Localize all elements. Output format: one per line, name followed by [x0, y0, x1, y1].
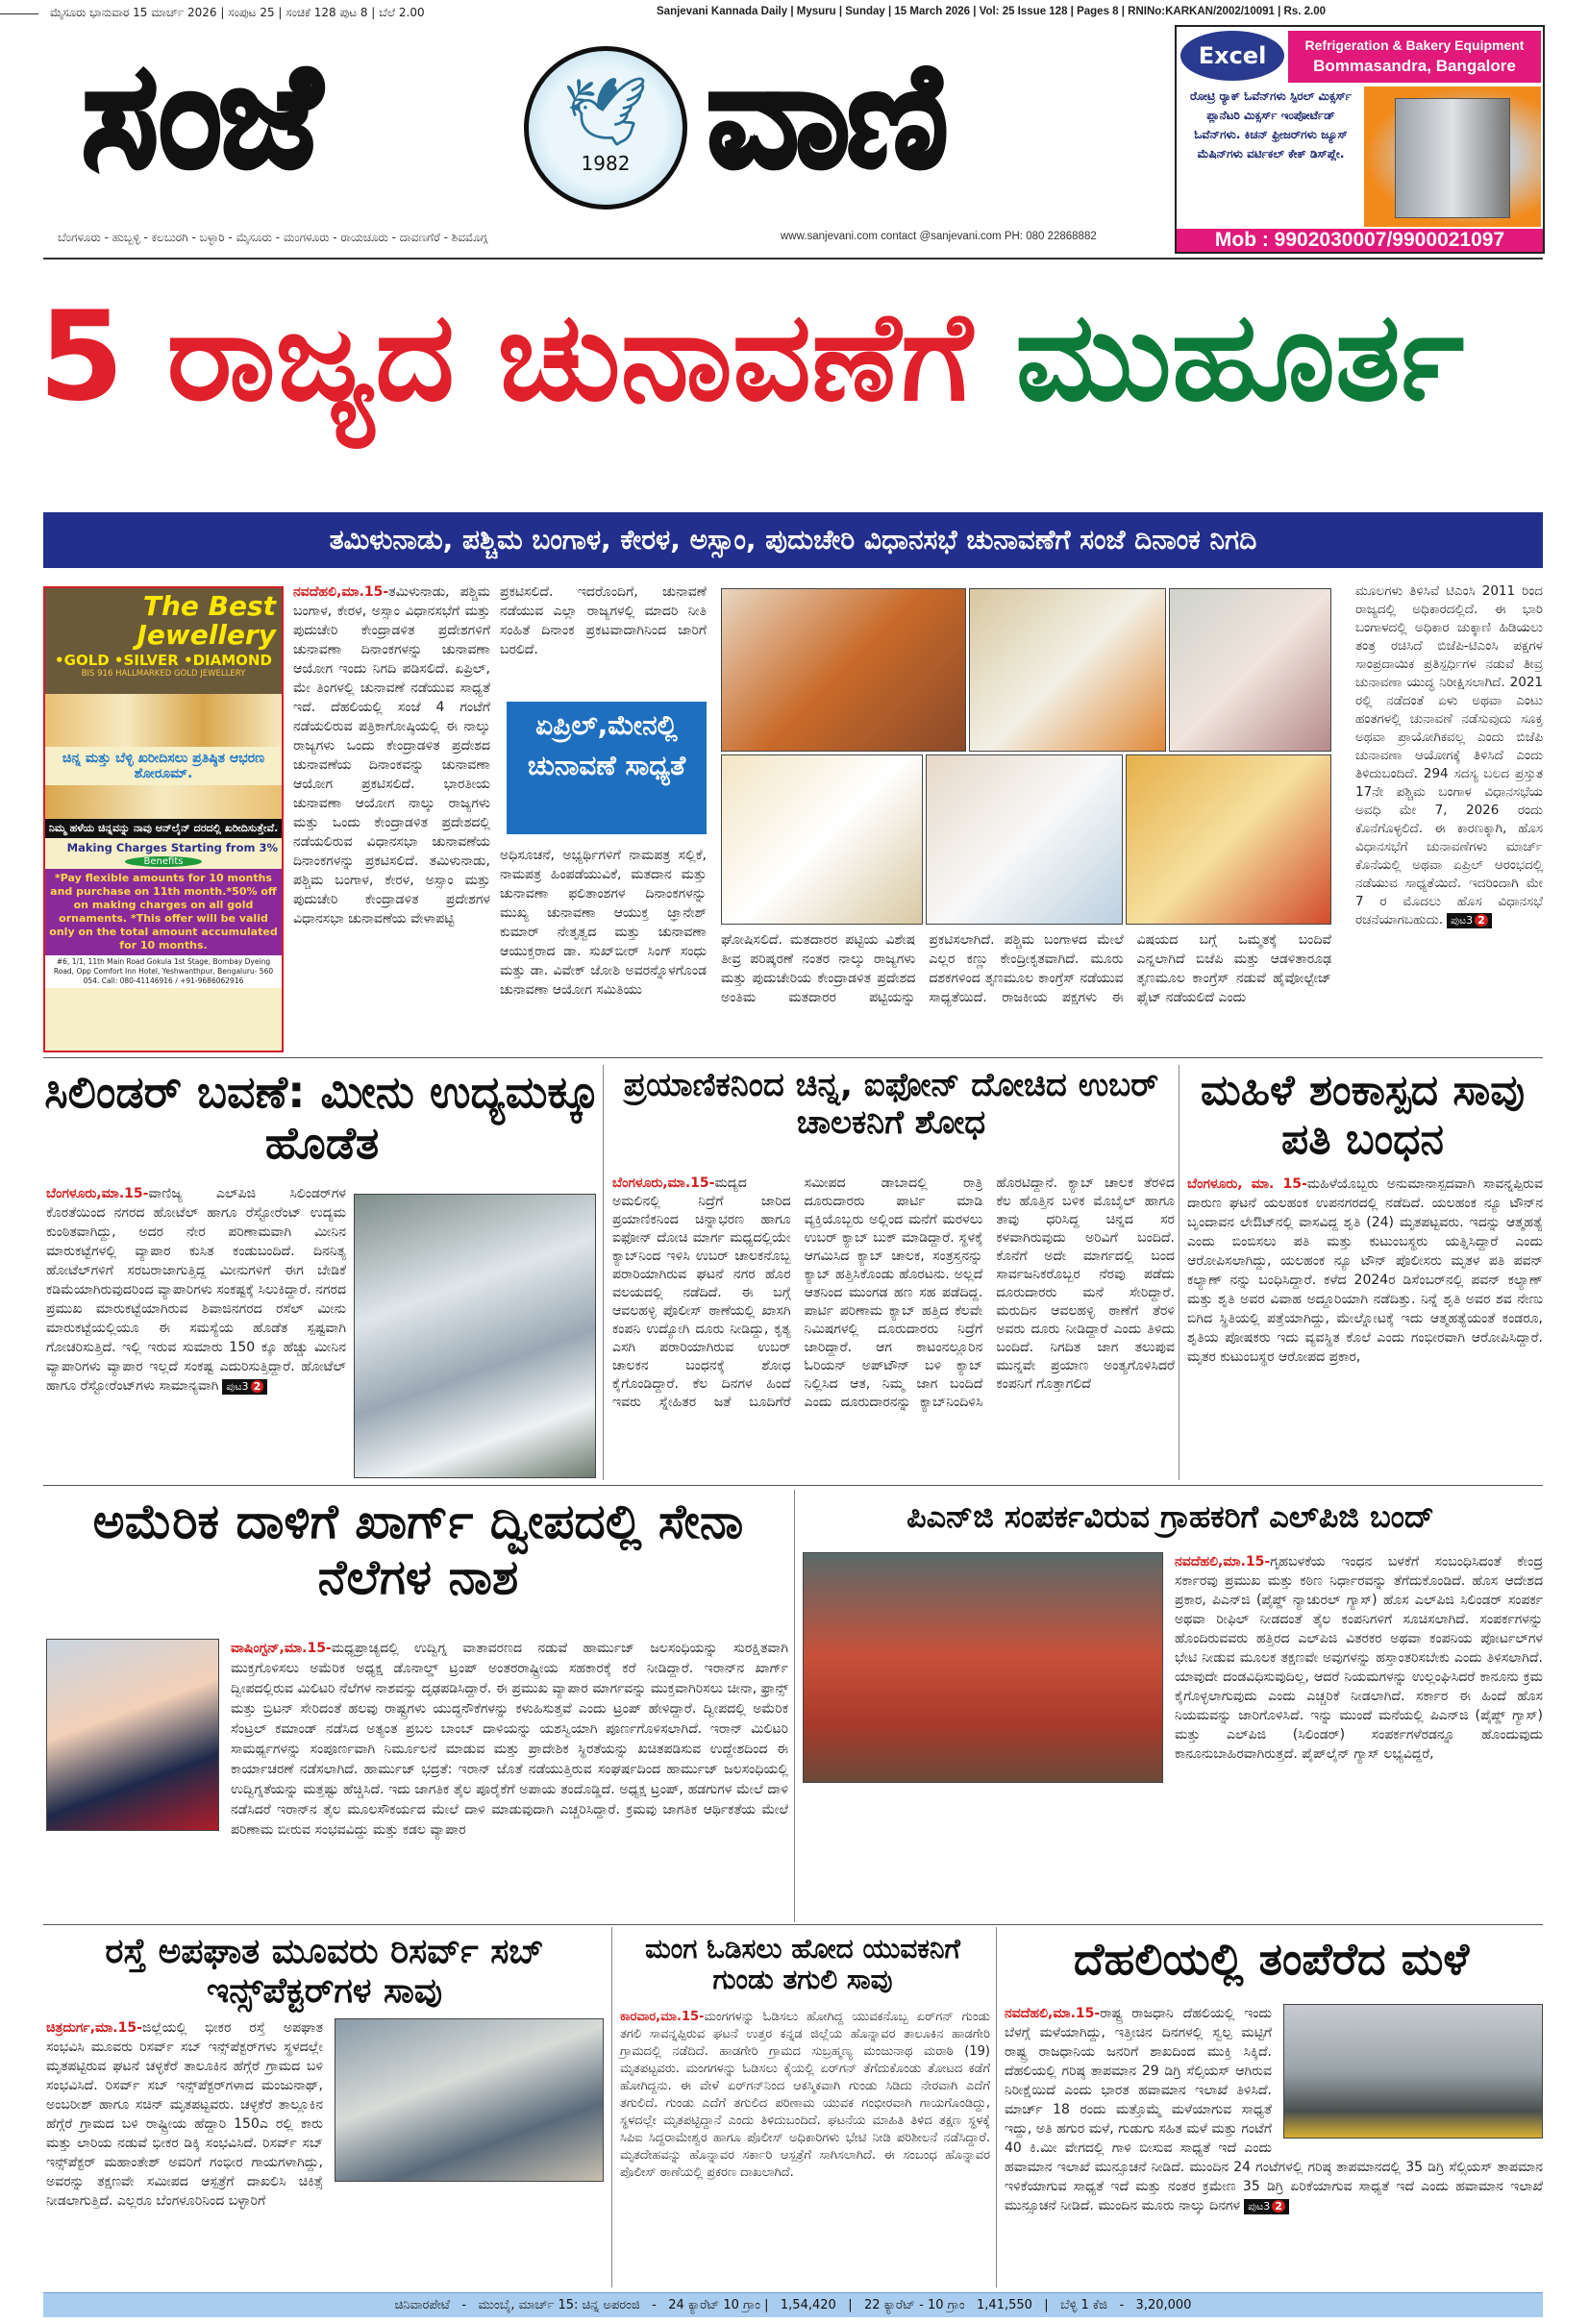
excel-ad-mobile: Mob : 9902030007/9900021097 — [1177, 229, 1543, 252]
section-divider — [43, 1924, 1543, 1925]
article-headline-accident: ರಸ್ತೆ ಅಪಘಾತ ಮೂವರು ರಿಸರ್ವ್ ಸಬ್ ಇನ್ಸ್‌ಪೆಕ್ಟರ್‌ಗಳ ಸಾವು — [105, 1932, 544, 2012]
continued-marker[interactable]: ಪುಟ3 2 — [222, 1379, 267, 1395]
editions-list: ಬೆಂಗಳೂರು - ಹುಬ್ಬಳ್ಳಿ - ಕಲಬುರಗಿ - ಬಳ್ಳಾರಿ - ಮೈಸೂರು - ಮಂಗಳೂರು - ರಾಯಚೂರು - ದಾವಣಗೆರೆ - ಶಿವಮೊಗ್ಗ — [58, 231, 488, 244]
article-body-woman-death: ಬೆಂಗಳೂರು, ಮಾ. 15-ಮಹಿಳೆಯೊಬ್ಬರು ಅನುಮಾನಾಸ್ಪದವಾಗಿ ಸಾವನ್ನಪ್ಪಿರುವ ದಾರುಣ ಘಟನೆ ಯಲಹಂಕ ಉಪನಗರದಲ್ಲಿ ನಡೆದಿದೆ. ಯಲಹಂಕ ನ್ಯೂ ಟೌನ್‌ನ ಬೃಂದಾವನ ಲೇಔಟ್‌ನಲ್ಲಿ ವಾಸವಿದ್ದ ಶೃತಿ (24) ಮೃತಪಟ್ಟವರು. ಇದನ್ನು ಆತ್ಮಹತ್ಯೆ ಎಂದು ಬಿಂಬಿಸಲು ಪತಿ ಮತ್ತು ಕುಟುಂಬಸ್ಥರು ಯತ್ನಿಸಿದ್ದಾರೆ ಎಂದು ಆರೋಪಿಸಲಾಗಿದ್ದು, ಯಲಹಂಕ ನ್ಯೂ ಟೌನ್ ಪೊಲೀಸರು ಮೃತಳ ಪತಿ ಪವನ್ ಕಲ್ಯಾಣ್ ನನ್ನು ಬಂಧಿಸಿದ್ದಾರೆ. ಕಳೆದ 2024ರ ಡಿಸೆಂಬರ್‌ನಲ್ಲಿ ಪವನ್ ಕಲ್ಯಾಣ್ ಮತ್ತು ಶೃತಿ ಅವರ ವಿವಾಹ ಅದ್ದೂರಿಯಾಗಿ ನಡೆದಿತ್ತು. ನಿನ್ನೆ ಶೃತಿ ಅವರ ಶವ ನೇಣು ಬಿಗಿದ ಸ್ಥಿತಿಯಲ್ಲಿ ಪತ್ತೆಯಾಗಿದ್ದು, ಮೇಲ್ನೋಟಕ್ಕೆ ಇದು ಆತ್ಮಹತ್ಯೆಯಂತೆ ಕಂಡರೂ, ಶೃತಿಯ ಪೋಷಕರು ಇದು ವ್ಯವಸ್ಥಿತ ಕೊಲೆ ಎಂದು ಗಂಭೀರವಾಗಿ ಆರೋಪಿಸಿದ್ದಾರೆ. ಮೃತರ ಕುಟುಂಬಸ್ಥರ ಆರೋಪದ ಪ್ರಕಾರ, — [1187, 1176, 1543, 1365]
jewellery-buyback: ನಿಮ್ಮ ಹಳೆಯ ಚಿನ್ನವನ್ನು ನಾವು ಆನ್‌ಲೈನ್ ದರದಲ್ಲಿ ಖರೀದಿಸುತ್ತೇವೆ. — [45, 819, 282, 838]
article-headline-fish: ಸಿಲಿಂಡರ್ ಬವಣೆ: ಮೀನು ಉದ್ಯಮಕ್ಕೂ ಹೊಡೆತ — [44, 1066, 600, 1169]
column-rule — [996, 1927, 997, 2287]
article-headline-monkey: ಮಂಗ ಓಡಿಸಲು ಹೋದ ಯುವಕನಿಗೆ ಗುಂಡು ತಗುಲಿ ಸಾವು — [645, 1933, 960, 1996]
excel-ad-products: ರೋಟ್ರಿ ರ್‍ಯಾಕ್ ಓವೆನ್‌ಗಳು ಸ್ಪಿರಲ್ ಮಿಕ್ಸರ್ಸ್ ಪ್ಲಾನೆಟರಿ ಮಿಕ್ಸರ್ಸ್ ಇಂಪೋರ್ಟೆಡ್ ಓವೆನ್‌ಗಳು. ಕಿಚನ್ ಫ್ರೀಜರ್‌ಗಳು ಜ್ಯೂಸ್ ಮೆಷಿನ್‌ಗಳು ವರ್ಟಿಕಲ್ ಕೇಕ್ ಡಿಸ್‌ಪ್ಲೇ. — [1190, 89, 1352, 161]
ticker-city: ಮುಂಬೈ, ಮಾರ್ಚ್ 15: ಚಿನ್ನ ಅಪರಂಜಿ — [478, 2298, 640, 2312]
article-headline-kharg: ಅಮೆರಿಕ ದಾಳಿಗೆ ಖಾರ್ಗ್ ದ್ವೀಪದಲ್ಲಿ ಸೇನಾ ನೆಲೆಗಳ ನಾಶ — [92, 1494, 744, 1605]
kannada-dateline: ಮೈಸೂರು ಭಾನುವಾರ 15 ಮಾರ್ಚ್ 2026 | ಸಂಪುಟ 25 | ಸಂಚಿಕೆ 128 ಪುಟ 8 | ಬೆಲೆ 2.00 — [50, 6, 425, 19]
benefits-badge: Benefits — [125, 856, 202, 867]
masthead-word-vani: ವಾಣಿ — [707, 31, 945, 200]
founded-year: 1982 — [581, 152, 631, 175]
article-body-lpg: ನವದೆಹಲಿ,ಮಾ.15-ಗೃಹಬಳಕೆಯ ಇಂಧನ ಬಳಕೆಗೆ ಸಂಬಂಧಿಸಿದಂತೆ ಕೇಂದ್ರ ಸರ್ಕಾರವು ಪ್ರಮುಖ ಮತ್ತು ಕಠಿಣ ನಿರ್ಧಾರವನ್ನು ತೆಗೆದುಕೊಂಡಿದೆ. ಹೊಸ ಆದೇಶದ ಪ್ರಕಾರ, ಪಿಎನ್‌ಜಿ (ಪೈಪ್ಡ್ ನ್ಯಾಚುರಲ್ ಗ್ಯಾಸ್) ಹೊಸ ಎಲ್‌ಪಿಜಿ ಸಿಲಿಂಡರ್ ಸಂಪರ್ಕ ಅಥವಾ ರೀಫಿಲ್ ನೀಡದಂತೆ ತೈಲ ಕಂಪನಿಗಳಿಗೆ ಸೂಚಿಸಲಾಗಿದೆ. ಸಂಪರ್ಕಗಳನ್ನು ಹೊಂದಿರುವವರು ಹತ್ತಿರದ ಎಲ್‌ಪಿಜಿ ವಿತರಕರ ಅಥವಾ ಕಂಪನಿಯ ಪೋರ್ಟಲ್‌ಗಳ ಭೇಟಿ ನೀಡುವ ಮೂಲಕ ತಕ್ಷಣವೇ ಅವುಗಳನ್ನು ಹಸ್ತಾಂತರಿಸಬೇಕು ಎಂದು ತಿಳಿಸಲಾಗಿದೆ. ಯಾವುದೇ ದಂಡವಿಧಿಸುವುದಿಲ್ಲ, ಆದರೆ ನಿಯಮಗಳನ್ನು ಉಲ್ಲಂಘಿಸಿದರೆ ಕಾನೂನು ಕ್ರಮ ಕೈಗೊಳ್ಳಲಾಗುವುದು ಎಂದು ಎಚ್ಚರಿಕೆ ನೀಡಲಾಗಿದೆ. ಸರ್ಕಾರ ಈ ಹಿಂದೆ ಹೊಸ ನಿಯಮವನ್ನು ಜಾರಿಗೊಳಿಸಿದೆ. ಇನ್ನು ಮುಂದೆ ಮನೆಯಲ್ಲಿ ಪಿಎನ್‌ಜಿ (ಪೈಪ್ಡ್ ಗ್ಯಾಸ್) ಮತ್ತು ಎಲ್‌ಪಿಜಿ (ಸಿಲಿಂಡರ್) ಸಂಪರ್ಕಗಳೆರಡನ್ನೂ ಹೊಂದುವುದು ಕಾನೂನುಬಾಹಿರವಾಗಿರುತ್ತದೆ. ಪೈಪ್‌ಲೈನ್ ಗ್ಯಾಸ್ ಲಭ್ಯವಿದ್ದರೆ, — [803, 1552, 1543, 1787]
lead-subheadline: ತಮಿಳುನಾಡು, ಪಶ್ಚಿಮ ಬಂಗಾಳ, ಕೇರಳ, ಅಸ್ಸಾಂ, ಪುದುಚೇರಿ ವಿಧಾನಸಭೆ ಚುನಾವಣೆಗೆ ಸಂಜೆ ದಿನಾಂಕ ನಿಗದಿ — [43, 512, 1543, 568]
lead-headline-red: 5 ರಾಜ್ಯದ ಚುನಾವಣೆಗೆ — [38, 285, 973, 429]
masthead-divider — [43, 258, 1543, 260]
masthead-dove-emblem — [524, 46, 687, 210]
strip-rule — [0, 13, 38, 14]
column-rule — [794, 1490, 795, 1922]
lead-article-col1 — [293, 582, 490, 928]
lead-body-2a: ಪ್ರಕಟಿಸಲಿದೆ. ಇದರೊಂದಿಗೆ, ಚುನಾವಣೆ ನಡೆಯುವ ಎಲ್ಲಾ ರಾಜ್ಯಗಳಲ್ಲಿ ಮಾದರಿ ನೀತಿ ಸಂಹಿತೆ ದಿನಾಂಕ ಪ್ರಕಟವಾದಾಗಿನಿಂದ ಜಾರಿಗೆ ಬರಲಿದೆ. — [500, 584, 707, 657]
ticker-silver-price: 3,20,000 — [1135, 2298, 1192, 2312]
photo-leader-5 — [926, 754, 1123, 925]
photo-leader-6 — [1126, 754, 1331, 925]
ticker-22k-price: 1,41,550 — [977, 2298, 1032, 2312]
lead-body-2b: ಅಧಿಸೂಚನೆ, ಅಭ್ಯರ್ಥಿಗಳಿಗೆ ನಾಮಪತ್ರ ಸಲ್ಲಿಕೆ, ನಾಮಪತ್ರ ಹಿಂಪಡೆಯುವಿಕೆ, ಮತದಾನ ಮತ್ತು ಚುನಾವಣಾ ಫಲಿತಾಂಶಗಳ ದಿನಾಂಕಗಳನ್ನು ಮುಖ್ಯ ಚುನಾವಣಾ ಆಯುಕ್ತ ಜ್ಞಾನೇಶ್ ಕುಮಾರ್ ನೇತೃತ್ವದ ಮತ್ತು ಚುನಾವಣಾ ಆಯುಕ್ತರಾದ ಡಾ. ಸುಖ್‌ಬೀರ್ ಸಿಂಗ್ ಸಂಧು ಮತ್ತು ಡಾ. ವಿವೇಕ್ ಜೋಶಿ ಅವರನ್ನೊಳಗೊಂಡ ಚುನಾವಣಾ ಆಯೋಗ ಸಮಿತಿಯು — [500, 848, 707, 998]
jewellery-metals: •GOLD •SILVER •DIAMOND — [55, 652, 272, 669]
lead-body-right-text: ಮೂಲಗಳು ತಿಳಿಸಿವೆ ಟಿಎಂಸಿ 2011 ರಿಂದ ರಾಜ್ಯದಲ್ಲಿ ಅಧಿಕಾರದಲ್ಲಿದೆ. ಈ ಭಾರಿ ಬಂಗಾಳದಲ್ಲಿ ಅಧಿಕಾರ ಚುಕ್ಕಾಣಿ ಹಿಡಿಯಲು ತಂತ್ರ ರಚಿಸಿದೆ ಬಿಜೆಪಿ-ಟಿಎಂಸಿ ಪಕ್ಷಗಳ ಸಾಂಪ್ರದಾಯಿಕ ಪ್ರತಿಸ್ಪರ್ಧಿಗಳ ನಡುವೆ ತೀವ್ರ ಚುನಾವಣಾ ಯುದ್ಧ ನಿರೀಕ್ಷಿಸಲಾಗಿದೆ. 2021 ರಲ್ಲಿ ನಡೆದಂತೆ ಏಳು ಅಥವಾ ಎಂಟು ಹಂತಗಳಲ್ಲಿ ಚುನಾವಣೆ ನಡೆಸುವುದು ಸೂಕ್ತ ಅಥವಾ ಪ್ರಾಯೋಗಿಕವಲ್ಲ ಎಂದು ಬಿಜೆಪಿ ಚುನಾವಣಾ ಆಯೋಗಕ್ಕೆ ತಿಳಿಸಿದೆ ಎಂದು ತಿಳಿದುಬಂದಿದೆ. 294 ಸದಸ್ಯ ಬಲದ ಪ್ರಸ್ತುತ 17ನೇ ಪಶ್ಚಿಮ ಬಂಗಾಳ ವಿಧಾನಸಭೆಯ ಅವಧಿ ಮೇ 7, 2026 ರಂದು ಕೊನೆಗೊಳ್ಳಲಿದೆ. ಈ ಕಾರಣಕ್ಕಾಗಿ, ಹೊಸ ವಿಧಾನಸಭೆಗೆ ಚುನಾವಣೆಗಳು ಮಾರ್ಚ್ ಕೊನೆಯಲ್ಲಿ ಅಥವಾ ಏಪ್ರಿಲ್ ಆರಂಭದಲ್ಲಿ ನಡೆಯುವ ಸಾಧ್ಯತೆಯಿದೆ. ಇದರಿಂದಾಗಿ ಮೇ 7 ರ ಮೊದಲು ಹೊಸ ವಿಧಾನಸಭೆ ರಚನೆಯಾಗಬಹುದು. — [1355, 583, 1543, 927]
excel-logo: Excel — [1180, 31, 1284, 81]
lead-body-1: ತಮಿಳುನಾಡು, ಪಶ್ಚಿಮ ಬಂಗಾಳ, ಕೇರಳ, ಅಸ್ಸಾಂ ವಿಧಾನಸಭೆಗೆ ಮತ್ತು ಪುದುಚೇರಿ ಕೇಂದ್ರಾಡಳಿತ ಪ್ರದೇಶಗಳಿಗೆ ಚುನಾವಣಾ ದಿನಾಂಕಗಳನ್ನು ಚುನಾವಣಾ ಆಯೋಗ ಇಂದು ನಿಗದಿ ಪಡಿಸಲಿದೆ. ಏಪ್ರಿಲ್, ಮೇ ತಿಂಗಳಲ್ಲಿ ಚುನಾವಣೆ ನಡೆಯುವ ಸಾಧ್ಯತೆ ಇದೆ. ದೆಹಲಿಯಲ್ಲಿ ಸಂಜೆ 4 ಗಂಟೆಗೆ ನಡೆಯಲಿರುವ ಪತ್ರಿಕಾಗೋಷ್ಠಿಯಲ್ಲಿ ಈ ನಾಲ್ಕು ರಾಜ್ಯಗಳು ಒಂದು ಕೇಂದ್ರಾಡಳಿತ ಪ್ರದೇಶದ ಚುನಾವಣೆಯ ದಿನಾಂಕವನ್ನು ಚುನಾವಣಾ ಆಯೋಗ ಪ್ರಕಟಿಸಲಿದೆ. ಭಾರತೀಯ ಚುನಾವಣಾ ಆಯೋಗ ನಾಲ್ಕು ರಾಜ್ಯಗಳು ಮತ್ತು ಒಂದು ಕೇಂದ್ರಾಡಳಿತ ಪ್ರದೇಶದಲ್ಲಿ ನಡೆಯಲಿರುವ ವಿಧಾನಸಭಾ ಚುನಾವಣೆಯ ದಿನಾಂಕಗಳನ್ನು ಪ್ರಕಟಿಸಲಿದೆ. ತಮಿಳುನಾಡು, ಪಶ್ಚಿಮ ಬಂಗಾಳ, ಕೇರಳ, ಅಸ್ಸಾಂ ಮತ್ತು ಪುದುಚೇರಿ ಕೇಂದ್ರಾಡಳಿತ ಪ್ರದೇಶಗಳ ವಿಧಾನಸಭಾ ಚುನಾವಣೆಯ ವೇಳಾಪಟ್ಟಿ — [293, 584, 490, 927]
ticker-24k-price: 1,54,420 — [780, 2298, 836, 2312]
lead-dateline: ನವದೆಹಲಿ,ಮಾ.15- — [293, 584, 389, 600]
section-divider — [43, 1485, 1543, 1486]
gold-rate-ticker: ಚಿನಿವಾರಪೇಟೆ - ಮುಂಬೈ, ಮಾರ್ಚ್ 15: ಚಿನ್ನ ಅಪರಂಜಿ - 24 ಕ್ಯಾರೆಟ್ 10 ಗ್ರಾಂ | 1,54,420 | 22 ಕ್ಯಾರೆಟ್ - 10 ಗ್ರಾಂ 1,41,550 | ಬೆಳ್ಳಿ 1 ಕೆಜಿ - 3,20,000 — [43, 2292, 1543, 2317]
jewellery-tagline: ಚಿನ್ನ ಮತ್ತು ಬೆಳ್ಳಿ ಖರೀದಿಸಲು ಪ್ರತಿಷ್ಠಿತ ಆಭರಣ ಶೋರೂಮ್. — [62, 751, 265, 781]
ticker-silver: ಬೆಳ್ಳಿ 1 ಕೆಜಿ — [1060, 2298, 1108, 2312]
excel-advertisement[interactable] — [1175, 25, 1545, 254]
ticker-24k: 24 ಕ್ಯಾರೆಟ್ 10 ಗ್ರಾಂ — [668, 2298, 760, 2312]
english-dateline: Sanjevani Kannada Daily | Mysuru | Sunday | 15 March 2026 | Vol: 25 Issue 128 | Pages 8 | RNINo:KARKAN/2002/10091 | Rs. 2.00 — [657, 6, 1326, 17]
dove-icon: 🕊 — [562, 72, 649, 151]
masthead-word-sanje: ಸಂಜೆ — [82, 31, 317, 200]
jewellery-title: The Best Jewellery — [137, 590, 276, 651]
jewellery-offer: *Pay flexible amounts for 10 months and purchase on 11th month.*50% off on making charges on all gold ornaments. *This offer will be valid only on the total amount accumulated for 10 months. — [45, 869, 282, 955]
article-body-accident: ಚಿತ್ರದುರ್ಗ,ಮಾ.15-ಜಿಲ್ಲೆಯಲ್ಲಿ ಭೀಕರ ರಸ್ತೆ ಅಪಘಾತ ಸಂಭವಿಸಿ ಮೂವರು ರಿಸರ್ವ್ ಸಬ್ ಇನ್ಸ್‌ಪೆಕ್ಟರ್‌ಗಳು ಸ್ಥಳದಲ್ಲೇ ಮೃತಪಟ್ಟಿರುವ ಘಟನೆ ಚಳ್ಳಕೆರೆ ತಾಲೂಕಿನ ಹೆಗ್ಗೆರೆ ಗ್ರಾಮದ ಬಳಿ ಸಂಭವಿಸಿದೆ. ರಿಸರ್ವ್ ಸಬ್ ಇನ್ಸ್‌ಪೆಕ್ಟರ್‌ಗಳಾದ ಮಂಜುನಾಥ್, ಅಂಬರೀಶ್ ಹಾಗೂ ಸಚಿನ್ ಮೃತಪಟ್ಟವರು. ಚಳ್ಳಕೆರೆ ತಾಲ್ಲೂಕಿನ ಹೆಗ್ಗೆರೆ ಗ್ರಾಮದ ಬಳಿ ರಾಷ್ಟ್ರೀಯ ಹೆದ್ದಾರಿ 150ಎ ರಲ್ಲಿ ಕಾರು ಮತ್ತು ಲಾರಿಯ ನಡುವೆ ಭೀಕರ ಡಿಕ್ಕಿ ಸಂಭವಿಸಿದೆ. ರಿಸರ್ವ್ ಸಬ್ ಇನ್ಸ್‌ಪೆಕ್ಟರ್ ಮಹಾಂತೇಶ್ ಅವರಿಗೆ ಗಂಭೀರ ಗಾಯಗಳಾಗಿದ್ದು, ಅವರನ್ನು ತಕ್ಷಣವೇ ಸಮೀಪದ ಆಸ್ಪತ್ರೆಗೆ ದಾಖಲಿಸಿ ಚಿಕಿತ್ಸೆ ನೀಡಲಾಗುತ್ತಿದೆ. ಎಲ್ಲರೂ ಬೆಂಗಳೂರಿನಿಂದ ಬಳ್ಳಾರಿಗೆ — [46, 2018, 604, 2211]
lead-headline-green: ಮುಹೂರ್ತ — [1015, 285, 1465, 429]
ticker-label: ಚಿನಿವಾರಪೇಟೆ — [394, 2298, 450, 2312]
continued-marker[interactable]: ಪುಟ3 2 — [1244, 2199, 1289, 2214]
hallmark-text: BIS 916 HALLMARKED GOLD JEWELLERY — [81, 669, 246, 679]
oven-photo — [1364, 87, 1541, 227]
lead-highlight-box: ಏಪ್ರಿಲ್,ಮೇನಲ್ಲಿ ಚುನಾವಣೆ ಸಾಧ್ಯತೆ — [507, 702, 707, 834]
excel-ad-location: Bommasandra, Bangalore — [1313, 57, 1516, 75]
column-rule — [611, 1927, 612, 2287]
article-body-fish: ಬೆಂಗಳೂರು,ಮಾ.15-ವಾಣಿಜ್ಯ ಎಲ್‌ಪಿಜಿ ಸಿಲಿಂಡರ್‌ಗಳ ಕೊರತೆಯಿಂದ ನಗರದ ಹೋಟೆಲ್ ಹಾಗೂ ರೆಸ್ಟೋರೆಂಟ್ ಉದ್ಯಮ ಕುಂಠಿತವಾಗಿದ್ದು, ಅದರ ನೇರ ಪರಿಣಾಮವಾಗಿ ಮೀನಿನ ಮಾರುಕಟ್ಟೆಗಳಲ್ಲಿ ವ್ಯಾಪಾರ ಕುಸಿತ ಕಂಡುಬಂದಿದೆ. ದಿನನಿತ್ಯ ಹೋಟೆಲ್‌ಗಳಿಗೆ ಸರಬರಾಜಾಗುತ್ತಿದ್ದ ಮೀನುಗಳಿಗೆ ಈಗ ಬೇಡಿಕೆ ಕಡಿಮೆಯಾಗಿರುವುದರಿಂದ ವ್ಯಾಪಾರಿಗಳು ಸಂಕಷ್ಟಕ್ಕೆ ಸಿಲುಕಿದ್ದಾರೆ. ನಗರದ ಪ್ರಮುಖ ಮಾರುಕಟ್ಟೆಯಾಗಿರುವ ಶಿವಾಜಿನಗರದ ರಸೆಲ್ ಮೀನು ಮಾರುಕಟ್ಟೆಯಲ್ಲಿಯೂ ಈ ಸಮಸ್ಯೆಯ ಹೊಡೆತ ಸ್ಪಷ್ಟವಾಗಿ ಗೋಚರಿಸುತ್ತಿದೆ. ಇಲ್ಲಿ ಇರುವ ಸುಮಾರು 150 ಕ್ಕೂ ಹೆಚ್ಚು ಮೀನಿನ ವ್ಯಾಪಾರಿಗಳು ವ್ಯಾಪಾರ ಇಲ್ಲದೆ ಸಂಕಷ್ಟ ಎದುರಿಸುತ್ತಿದ್ದಾರೆ. ಹೋಟೆಲ್ ಹಾಗೂ ರೆಸ್ಟೋರೆಂಟ್‌ಗಳು ಸಾಮಾನ್ಯವಾಗಿ ಪುಟ3 2 — [46, 1186, 346, 1394]
article-body-delhi-rain: ನವದೆಹಲಿ,ಮಾ.15-ರಾಷ್ಟ್ರ ರಾಜಧಾನಿ ದೆಹಲಿಯಲ್ಲಿ ಇಂದು ಬೆಳಗ್ಗೆ ಮಳೆಯಾಗಿದ್ದು, ಇತ್ತೀಚಿನ ದಿನಗಳಲ್ಲಿ ಸ್ವಲ್ಪ ಮಟ್ಟಿಗೆ ರಾಷ್ಟ್ರ ರಾಜಧಾನಿಯ ಜನರಿಗೆ ಶಾಖದಿಂದ ಮುಕ್ತಿ ಸಿಕ್ಕಿದೆ. ದೆಹಲಿಯಲ್ಲಿ ಗರಿಷ್ಠ ತಾಪಮಾನ 29 ಡಿಗ್ರಿ ಸೆಲ್ಸಿಯಸ್ ಆಗಿರುವ ನಿರೀಕ್ಷೆಯಿದೆ ಎಂದು ಭಾರತ ಹವಾಮಾನ ಇಲಾಖೆ ತಿಳಿಸಿದೆ. ಮಾರ್ಚ್ 18 ರಂದು ಮತ್ತೊಮ್ಮೆ ಮಳೆಯಾಗುವ ಸಾಧ್ಯತೆ ಇದ್ದು, ಅತಿ ಹಗುರ ಮಳೆ, ಗುಡುಗು ಸಹಿತ ಮಳೆ ಮತ್ತು ಗಂಟೆಗೆ 40 ಕಿ.ಮೀ ವೇಗದಲ್ಲಿ ಗಾಳಿ ಬೀಸುವ ಸಾಧ್ಯತೆ ಇದೆ ಎಂದು ಹವಾಮಾನ ಇಲಾಖೆ ಮುನ್ಸೂಚನೆ ನೀಡಿದೆ. ಮುಂದಿನ 24 ಗಂಟೆಗಳಲ್ಲಿ ಗರಿಷ್ಠ ತಾಪಮಾನದಲ್ಲಿ 35 ಡಿಗ್ರಿ ಸೆಲ್ಸಿಯಸ್ ತಾಪಮಾನ ಇಳಿಕೆಯಾಗುವ ಸಾಧ್ಯತೆ ಇದೆ ಮತ್ತು ನಂತರ ಕ್ರಮೇಣ 35 ಡಿಗ್ರಿ ಏರಿಕೆಯಾಗುವ ಸಾಧ್ಯತೆ ಇದೆ ಎಂದು ಹವಾಮಾನ ಇಲಾಖೆ ಮುನ್ಸೂಚನೆ ನೀಡಿದೆ. ಮುಂದಿನ ಮೂರು ನಾಲ್ಕು ದಿನಗಳ ಪುಟ3 2 — [1005, 2006, 1543, 2213]
jewellery-photo — [45, 694, 282, 747]
article-body-kharg: ವಾಷಿಂಗ್ಟನ್,ಮಾ.15-ಮಧ್ಯಪ್ರಾಚ್ಯದಲ್ಲಿ ಉದ್ವಿಗ್ನ ವಾತಾವರಣದ ನಡುವೆ ಹಾರ್ಮುಜ್ ಜಲಸಂಧಿಯನ್ನು ಸುರಕ್ಷಿತವಾಗಿ ಮುಕ್ತಗೊಳಿಸಲು ಅಮೆರಿಕ ಅಧ್ಯಕ್ಷ ಡೊನಾಲ್ಡ್ ಟ್ರಂಪ್ ಅಂತರರಾಷ್ಟ್ರೀಯ ಸಹಕಾರಕ್ಕೆ ಕರೆ ನೀಡಿದ್ದಾರೆ. ಇರಾನ್‌ನ ಖಾರ್ಗ್ ದ್ವೀಪದಲ್ಲಿರುವ ಮಿಲಿಟರಿ ನೆಲೆಗಳ ನಾಶವನ್ನು ದೃಢಪಡಿಸಿದ್ದಾರೆ. ಈ ಪ್ರಮುಖ ವ್ಯಾಪಾರ ಮಾರ್ಗವನ್ನು ಮುಕ್ತವಾಗಿರಿಸಲು ಚೀನಾ, ಫ್ರಾನ್ಸ್ ಮತ್ತು ಬ್ರಿಟನ್ ಸೇರಿದಂತೆ ಹಲವು ರಾಷ್ಟ್ರಗಳು ಯುದ್ಧನೌಕೆಗಳನ್ನು ಕಳುಹಿಸುತ್ತವೆ ಎಂದು ಟ್ರಂಪ್ ಹೇಳಿದ್ದಾರೆ. ದ್ವೀಪದಲ್ಲಿ ಅಮೆರಿಕ ಸೆಂಟ್ರಲ್ ಕಮಾಂಡ್ ನಡೆಸಿದ ಅತ್ಯಂತ ಪ್ರಬಲ ಬಾಂಬ್ ದಾಳಿಯನ್ನು ಯಶಸ್ವಿಯಾಗಿ ಪೂರ್ಣಗೊಳಿಸಲಾಗಿದೆ. ಇರಾನ್ ಮಿಲಿಟರಿ ಸಾಮರ್ಥ್ಯಗಳನ್ನು ಸಂಪೂರ್ಣವಾಗಿ ನಿರ್ಮೂಲನೆ ಮಾಡುವ ಮತ್ತು ಪ್ರಾದೇಶಿಕ ಸ್ಥಿರತೆಯನ್ನು ಖಚಿತಪಡಿಸುವ ಉದ್ದೇಶದಿಂದ ಈ ಕಾರ್ಯಾಚರಣೆ ನಡೆಸಲಾಗಿದೆ. ಹಾರ್ಮುಜ್ ಭದ್ರತೆ: ಇರಾನ್ ಜೊತೆ ನಡೆಯುತ್ತಿರುವ ಸಂಘರ್ಷದಿಂದ ಹಾರ್ಮುಜ್ ಜಲಸಂಧಿಯಲ್ಲಿ ಉದ್ವಿಗ್ನತೆಯನ್ನು ಮತ್ತಷ್ಟು ಹೆಚ್ಚಿಸಿದೆ. ಇದು ಜಾಗತಿಕ ತೈಲ ಪೂರೈಕೆಗೆ ಅಪಾಯ ತಂದೊಡ್ಡಿದೆ. ಅಧ್ಯಕ್ಷ ಟ್ರಂಪ್, ಹಡಗುಗಳ ಮೇಲೆ ದಾಳಿ ನಡೆಸಿದರೆ ಇರಾನ್‌ನ ತೈಲ ಮೂಲಸೌಕರ್ಯದ ಮೇಲೆ ದಾಳಿ ಮಾಡುವುದಾಗಿ ಎಚ್ಚರಿಸಿದ್ದಾರೆ. ಕ್ರಮವು ಜಾಗತಿಕ ಆರ್ಥಿಕತೆಯ ಮೇಲೆ ಪರಿಣಾಮ ಬೀರುವ ಸಂಭವವಿದ್ದು ಮತ್ತು ಕಡಲ ವ್ಯಾಪಾರ — [46, 1639, 788, 1841]
column-rule — [603, 1065, 604, 1480]
rain-photo — [1283, 2004, 1543, 2139]
article-headline-lpg: ಪಿಎನ್‌ಜಿ ಸಂಪರ್ಕವಿರುವ ಗ್ರಾಹಕರಿಗೆ ಎಲ್‌ಪಿಜಿ ಬಂದ್ — [906, 1498, 1434, 1535]
photo-leader-4 — [721, 754, 923, 925]
accident-photo — [335, 2018, 604, 2182]
making-charges: Making Charges Starting from 3% — [66, 841, 278, 854]
photo-leaders-1 — [721, 588, 966, 752]
contact-info: www.sanjevani.com contact @sanjevani.com PH: 080 22868882 — [781, 231, 1097, 242]
excel-ad-title: Refrigeration & Bakery Equipment — [1304, 37, 1525, 53]
article-body-monkey: ಕಾರವಾರ,ಮಾ.15-ಮಂಗಗಳನ್ನು ಓಡಿಸಲು ಹೋಗಿದ್ದ ಯುವಕನೊಬ್ಬ ಏರ್‌ಗನ್ ಗುಂಡು ತಗಲಿ ಸಾವನ್ನಪ್ಪಿರುವ ಘಟನೆ ಉತ್ತರ ಕನ್ನಡ ಜಿಲ್ಲೆಯ ಹೊನ್ನಾವರ ತಾಲೂಕಿನ ಹಾಡಗೇರಿ ಗ್ರಾಮದಲ್ಲಿ ನಡೆದಿದೆ. ಹಾಡಗೇರಿ ಗ್ರಾಮದ ಸುಬ್ರಹ್ಮಣ್ಯ ಮಂಜುನಾಥ ಮರಾಠಿ (19) ಮೃತಪಟ್ಟವರು. ಮಂಗಗಳನ್ನು ಓಡಿಸಲು ಕೈಯಲ್ಲಿ ಏರ್‌ಗನ್ ತೆಗೆದುಕೊಂಡು ತೋಟದ ಕಡೆಗೆ ಹೋಗಿದ್ದನು. ಈ ವೇಳೆ ಏರ್‌ಗನ್‌ನಿಂದ ಆಕಸ್ಮಿಕವಾಗಿ ಗುಂಡು ಸಿಡಿದು ನೇರವಾಗಿ ಎದೆಗೆ ತಗುಲಿದೆ. ಗುಂಡು ಎದೆಗೆ ತಗುಲಿದ ಪರಿಣಾಮ ಯುವಕ ಗಂಭೀರವಾಗಿ ಗಾಯಗೊಂಡಿದ್ದು, ಸ್ಥಳದಲ್ಲೇ ಮೃತಪಟ್ಟಿದ್ದಾನೆ ಎಂದು ತಿಳಿದುಬಂದಿದೆ. ಘಟನೆಯ ಮಾಹಿತಿ ತಿಳಿದ ತಕ್ಷಣ ಸ್ಥಳಕ್ಕೆ ಸಿಪಿಐ ಸಿದ್ದರಾಮೇಶ್ವರ ಹಾಗೂ ಪೊಲೀಸ್ ಅಧಿಕಾರಿಗಳು ಭೇಟಿ ನೀಡಿ ಪರಿಶೀಲನೆ ನಡೆಸಿದ್ದಾರೆ. ಮೃತದೇಹವನ್ನು ಹೊನ್ನಾವರ ಸರ್ಕಾರಿ ಆಸ್ಪತ್ರೆಗೆ ಸಾಗಿಸಲಾಗಿದೆ. ಈ ಸಂಬಂಧ ಹೊನ್ನಾವರ ಪೊಲೀಸ್ ಠಾಣೆಯಲ್ಲಿ ಪ್ರಕರಣ ದಾಖಲಾಗಿದೆ. — [620, 2010, 990, 2180]
section-divider — [43, 1057, 1543, 1058]
lpg-cylinders-photo — [803, 1552, 1163, 1783]
jewellery-advertisement[interactable] — [43, 586, 284, 1052]
article-headline-delhi-rain: ದೆಹಲಿಯಲ್ಲಿ ತಂಪೆರೆದ ಮಳೆ — [1073, 1933, 1470, 1985]
lead-headline — [38, 284, 1464, 432]
continued-marker[interactable]: ಪುಟ3 2 — [1447, 913, 1492, 928]
ticker-22k: 22 ಕ್ಯಾರೆಟ್ - 10 ಗ್ರಾಂ — [863, 2298, 965, 2312]
fish-photo — [354, 1194, 596, 1478]
jewellery-photo-2 — [45, 785, 282, 819]
jewellery-address: #6, 1/1, 11th Main Road Gokula 1st Stage, Bombay Dyeing Road, Opp Comfort Inn Hotel, Yeshwanthpur, Bengaluru- 560 054. Call: 080-41146916 / +91-9686062916 — [45, 955, 282, 988]
article-headline-uber: ಪ್ರಯಾಣಿಕನಿಂದ ಚಿನ್ನ, ಐಫೋನ್ ದೋಚಿದ ಉಬರ್ ಚಾಲಕನಿಗೆ ಶೋಧ — [623, 1066, 1159, 1143]
photo-leaders-2 — [969, 588, 1166, 752]
article-headline-woman-death: ಮಹಿಳೆ ಶಂಕಾಸ್ಪದ ಸಾವು ಪತಿ ಬಂಧನ — [1200, 1066, 1526, 1164]
lead-body-right — [1355, 582, 1543, 929]
politician-photos — [721, 588, 1331, 925]
lead-body-under-photos: ಘೋಷಿಸಲಿದೆ. ಮತದಾರರ ಪಟ್ಟಿಯ ವಿಶೇಷ ತೀವ್ರ ಪರಿಷ್ಕರಣೆ ನಂತರ ನಾಲ್ಕು ರಾಜ್ಯಗಳು ಮತ್ತು ಪುದುಚೇರಿಯ ಕೇಂದ್ರಾಡಳಿತ ಪ್ರದೇಶದ ಅಂತಿಮ ಮತದಾರರ ಪಟ್ಟಿಯನ್ನು ಪ್ರಕಟಿಸಲಾಗಿದೆ. ಪಶ್ಚಿಮ ಬಂಗಾಳದ ಮೇಲೆ ಎಲ್ಲರ ಕಣ್ಣು ಕೇಂದ್ರೀಕೃತವಾಗಿದೆ. ಮೂರು ದಶಕಗಳಿಂದ ತೃಣಮೂಲ ಕಾಂಗ್ರೆಸ್ ನಡೆಯುವ ಸಾಧ್ಯತೆಯಿದೆ. ರಾಜಕೀಯ ಪಕ್ಷಗಳು ಈ ವಿಷಯದ ಬಗ್ಗೆ ಒಮ್ಮತಕ್ಕೆ ಬಂದಿವೆ ಎನ್ನಲಾಗಿದೆ ಬಿಜೆಪಿ ಮತ್ತು ಆಡಳಿತಾರೂಢ ತೃಣಮೂಲ ಕಾಂಗ್ರೆಸ್ ನಡುವೆ ಹೈವೋಲ್ಟೇಜ್ ಫೈಟ್ ನಡೆಯಲಿದೆ ಎಂದು — [721, 932, 1331, 1005]
trump-photo — [46, 1639, 219, 1831]
photo-leader-3 — [1169, 588, 1331, 752]
article-body-uber: ಬೆಂಗಳೂರು,ಮಾ.15-ಮದ್ಯದ ಅಮಲಿನಲ್ಲಿ ನಿದ್ರೆಗೆ ಜಾರಿದ ಪ್ರಯಾಣಿಕನಿಂದ ಚಿನ್ನಾಭರಣ ಹಾಗೂ ಐಫೋನ್ ದೋಚಿ ಮಾರ್ಗ ಮಧ್ಯದಲ್ಲಿಯೇ ಕ್ಯಾಬ್‌ನಿಂದ ಇಳಿಸಿ ಉಬರ್ ಚಾಲಕನೊಬ್ಬ ಪರಾರಿಯಾಗಿರುವ ಘಟನೆ ನಗರ ಹೊರ ವಲಯದಲ್ಲಿ ನಡೆದಿದೆ. ಈ ಬಗ್ಗೆ ಆವಲಹಳ್ಳಿ ಪೊಲೀಸ್ ಠಾಣೆಯಲ್ಲಿ ಖಾಸಗಿ ಕಂಪನಿ ಉದ್ಯೋಗಿ ದೂರು ನೀಡಿದ್ದು, ಕೃತ್ಯ ಎಸಗಿ ಪರಾರಿಯಾಗಿರುವ ಉಬರ್ ಚಾಲಕನ ಬಂಧನಕ್ಕೆ ಶೋಧ ಕೈಗೊಂಡಿದ್ದಾರೆ. ಕೆಲ ದಿನಗಳ ಹಿಂದೆ ಇವರು ಸ್ನೇಹಿತರ ಜತೆ ಬೂದಿಗೆರೆ ಸಮೀಪದ ಡಾಬಾದಲ್ಲಿ ರಾತ್ರಿ ದೂರುದಾರರು ಪಾರ್ಟಿ ಮಾಡಿ ವ್ಯಕ್ತಿಯೊಬ್ಬರು ಅಲ್ಲಿಂದ ಮನೆಗೆ ಮರಳಲು ಉಬರ್ ಕ್ಯಾಬ್ ಬುಕ್ ಮಾಡಿದ್ದಾರೆ. ಸ್ಥಳಕ್ಕೆ ಆಗಮಿಸಿದ ಕ್ಯಾಬ್ ಚಾಲಕ, ಸಂತ್ರಸ್ತನನ್ನು ಕ್ಯಾಬ್ ಹತ್ತಿಸಿಕೊಂಡು ಹೊರಟನು. ಅಲ್ಲದೆ ಆತನಿಂದ ಮುಂಗಡ ಹಣ ಸಹ ಪಡೆದಿದ್ದ. ಪಾರ್ಟಿ ಪರಿಣಾಮ ಕ್ಯಾಬ್ ಹತ್ತಿದ ಕೆಲವೇ ನಿಮಿಷಗಳಲ್ಲಿ ದೂರುದಾರರು ನಿದ್ರೆಗೆ ಜಾರಿದ್ದಾರೆ. ಆಗ ಕಾಟಂನಲ್ಲೂರಿನ ಓರಿಯನ್ ಅಪ್‌ಟೌನ್ ಬಳಿ ಕ್ಯಾಬ್ ನಿಲ್ಲಿಸಿದ ಆತ, ನಿಮ್ಮ ಜಾಗ ಬಂದಿದೆ ಎಂದು ದೂರುದಾರನನ್ನು ಕ್ಯಾಬ್‌ನಿಂದಿಳಿಸಿ ಹೊರಟಿದ್ದಾನೆ. ಕ್ಯಾಬ್ ಚಾಲಕ ತೆರಳಿದ ಕೆಲ ಹೊತ್ತಿನ ಬಳಿಕ ಮೊಬೈಲ್ ಹಾಗೂ ತಾವು ಧರಿಸಿದ್ದ ಚಿನ್ನದ ಸರ ಕಳವಾಗಿರುವುದು ಅರಿವಿಗೆ ಬಂದಿದೆ. ಕೊನೆಗೆ ಅದೇ ಮಾರ್ಗದಲ್ಲಿ ಬಂದ ಸಾರ್ವಜನಿಕರೊಬ್ಬರ ನೆರವು ಪಡೆದು ದೂರುದಾರರು ಮನೆ ಸೇರಿದ್ದಾರೆ. ಮರುದಿನ ಆವಲಹಳ್ಳಿ ಠಾಣೆಗೆ ತೆರಳಿ ಅವರು ದೂರು ನೀಡಿದ್ದಾರೆ ಎಂದು ತಿಳಿದು ಬಂದಿದೆ. ನಿಗದಿತ ಜಾಗ ತಲುಪುವ ಮುನ್ನವೇ ಪ್ರಯಾಣ ಅಂತ್ಯಗೊಳಿಸಿದರೆ ಕಂಪನಿಗೆ ಗೊತ್ತಾಗಲಿದೆ — [612, 1175, 1175, 1410]
